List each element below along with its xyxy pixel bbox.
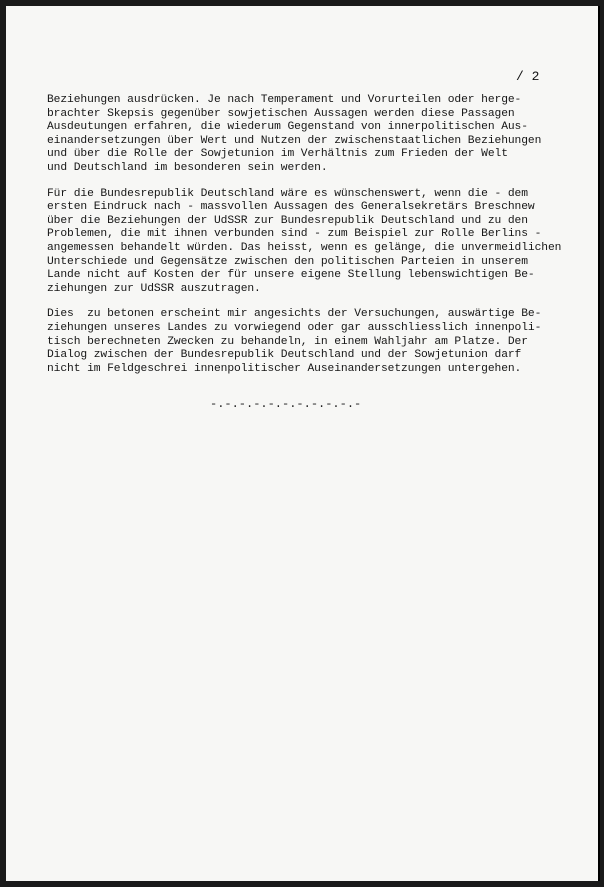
document-page: [6, 6, 600, 881]
text-line: und Deutschland im besonderen sein werden.: [47, 161, 328, 174]
paragraph-3: [47, 308, 603, 376]
text-line: über die Beziehungen der UdSSR zur Bundesrepublik Deutschland und zu den: [47, 214, 528, 227]
section-separator: -.-.-.-.-.-.-.-.-.-.-: [210, 397, 362, 411]
text-line: ziehungen zur UdSSR auszutragen.: [47, 282, 261, 295]
text-line: Beziehungen ausdrücken. Je nach Temperament und Vorurteilen oder herge-: [47, 94, 522, 106]
text-line: brachter Skepsis gegenüber sowjetischen Aussagen werden diese Passagen: [47, 107, 515, 120]
text-line: ziehungen unseres Landes zu vorwiegend oder gar ausschliesslich innenpoli-: [47, 321, 542, 334]
paragraph-1: [47, 94, 603, 176]
text-line: tisch berechneten Zwecken zu behandeln, in einem Wahljahr am Platze. Der: [47, 335, 528, 348]
text-line: nicht im Feldgeschrei innenpolitischer Auseinandersetzungen untergehen.: [47, 362, 522, 375]
text-line: Dialog zwischen der Bundesrepublik Deutschland und der Sowjetunion darf: [47, 349, 522, 362]
text-line: Lande nicht auf Kosten der für unsere eigene Stellung lebenswichtigen Be-: [47, 269, 535, 282]
text-line: Ausdeutungen erfahren, die wiederum Gegenstand von innerpolitischen Aus-: [47, 121, 528, 134]
page-number: / 2: [516, 69, 540, 84]
text-line: Dies zu betonen erscheint mir angesichts der Versuchungen, auswärtige Be-: [47, 308, 542, 321]
document-body: [47, 94, 603, 388]
text-line: einandersetzungen über Wert und Nutzen der zwischenstaatlichen Beziehungen: [47, 134, 542, 147]
text-line: Unterschiede und Gegensätze zwischen den politischen Parteien in unserem: [47, 255, 528, 268]
paragraph-2: [47, 188, 603, 297]
text-line: angemessen behandelt würden. Das heisst, wenn es gelänge, die unvermeidlichen: [47, 241, 562, 254]
text-line: Problemen, die mit ihnen verbunden sind - zum Beispiel zur Rolle Berlins -: [47, 228, 542, 241]
text-line: Für die Bundesrepublik Deutschland wäre es wünschenswert, wenn die - dem: [47, 187, 528, 200]
text-line: ersten Eindruck nach - massvollen Aussagen des Generalsekretärs Breschnew: [47, 201, 535, 214]
text-line: und über die Rolle der Sowjetunion im Verhältnis zum Frieden der Welt: [47, 148, 508, 161]
